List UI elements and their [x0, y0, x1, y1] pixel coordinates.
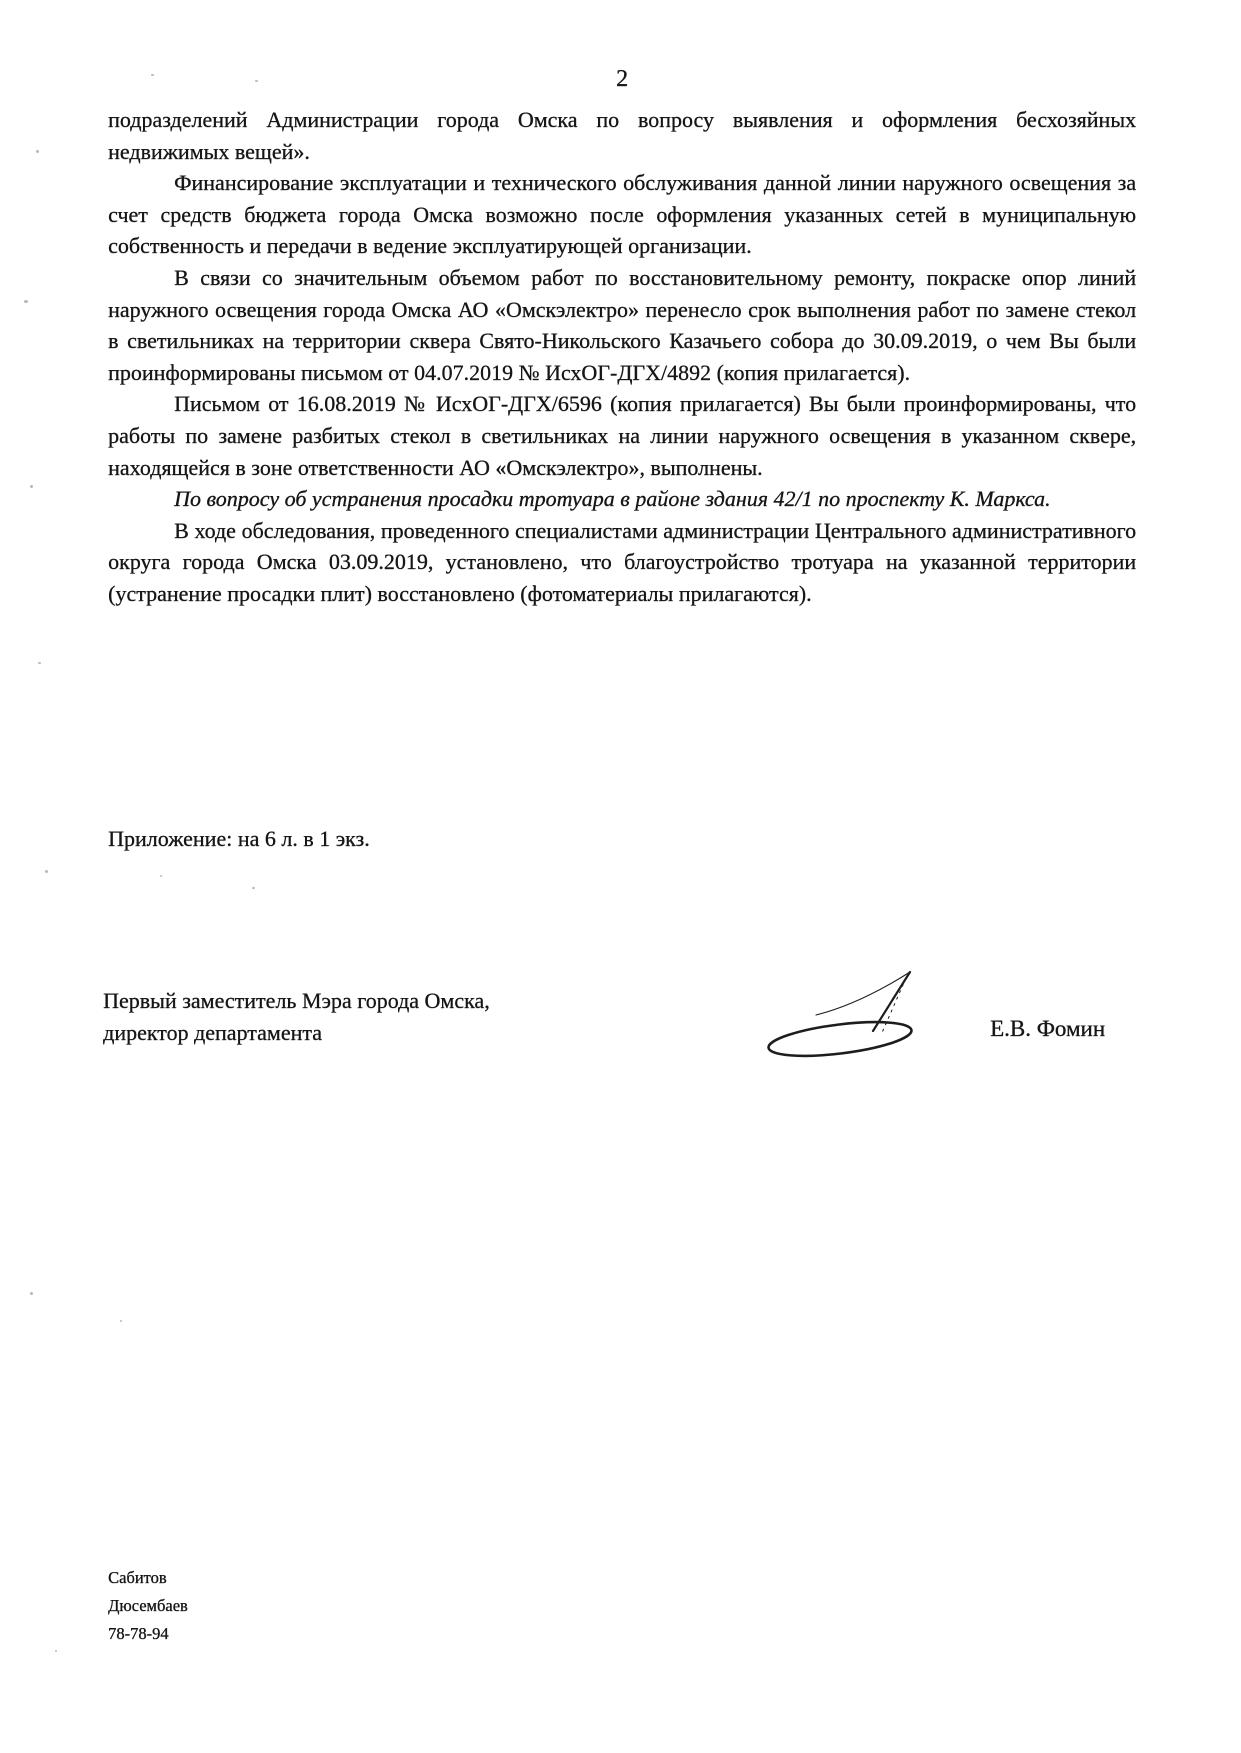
- executor-phone: 78-78-94: [108, 1624, 169, 1643]
- letter-body: [108, 104, 1136, 610]
- attachment-line: Приложение: на 6 л. в 1 экз.: [108, 826, 370, 851]
- paragraph-repair-postponed: В связи со значительным объемом работ по восстановительному ремонту, покраске опор линий наружного освещения города Омска АО «Омскэлектро» перенесло срок выполнения работ по замене стекол в светильниках на территории сквера Свято-Никольского Казачьего собора до 30.09.2019, о чем Вы были проинформированы письмом от 04.07.2019 № ИсхОГ-ДГХ/4892 (копия прилагается).: [108, 264, 1136, 385]
- executor-name-1: Сабитов: [108, 1568, 167, 1587]
- paragraph-continuation: подразделений Администрации города Омска по вопросу выявления и оформления бесхозяйных недвижимых вещей».: [108, 107, 1136, 164]
- handwritten-signature: [752, 955, 932, 1070]
- signer-position-line2: директор департамента: [103, 1020, 322, 1045]
- signer-position: [103, 985, 490, 1049]
- signer-name: Е.В. Фомин: [990, 1016, 1106, 1041]
- page-number: 2: [616, 66, 628, 92]
- paragraph-sidewalk-subject: По вопросу об устранения просадки тротуара в районе здания 42/1 по проспекту К. Маркса.: [174, 486, 1051, 512]
- executor-name-2: Дюсембаев: [108, 1596, 188, 1615]
- paragraph-glass-replaced: Письмом от 16.08.2019 № ИсхОГ-ДГХ/6596 (копия прилагается) Вы были проинформированы, что работы по замене разбитых стекол в светильниках на линии наружного освещения в указанном сквере, находящейся в зоне ответственности АО «Омскэлектро», выполнены.: [108, 391, 1136, 480]
- paragraph-inspection-result: В ходе обследования, проведенного специалистами администрации Центрального административного округа города Омска 03.09.2019, установлено, что благоустройство тротуара на указанной территории (устранение просадки плит) восстановлено (фотоматериалы прилагаются).: [108, 517, 1136, 606]
- executor-block: [108, 1564, 188, 1648]
- paragraph-financing: Финансирование эксплуатации и технического обслуживания данной линии наружного освещения за счет средств бюджета города Омска возможно после оформления указанных сетей в муниципальную собственность и передачи в ведение эксплуатирующей организации.: [108, 170, 1136, 259]
- signer-position-line1: Первый заместитель Мэра города Омска,: [103, 988, 490, 1013]
